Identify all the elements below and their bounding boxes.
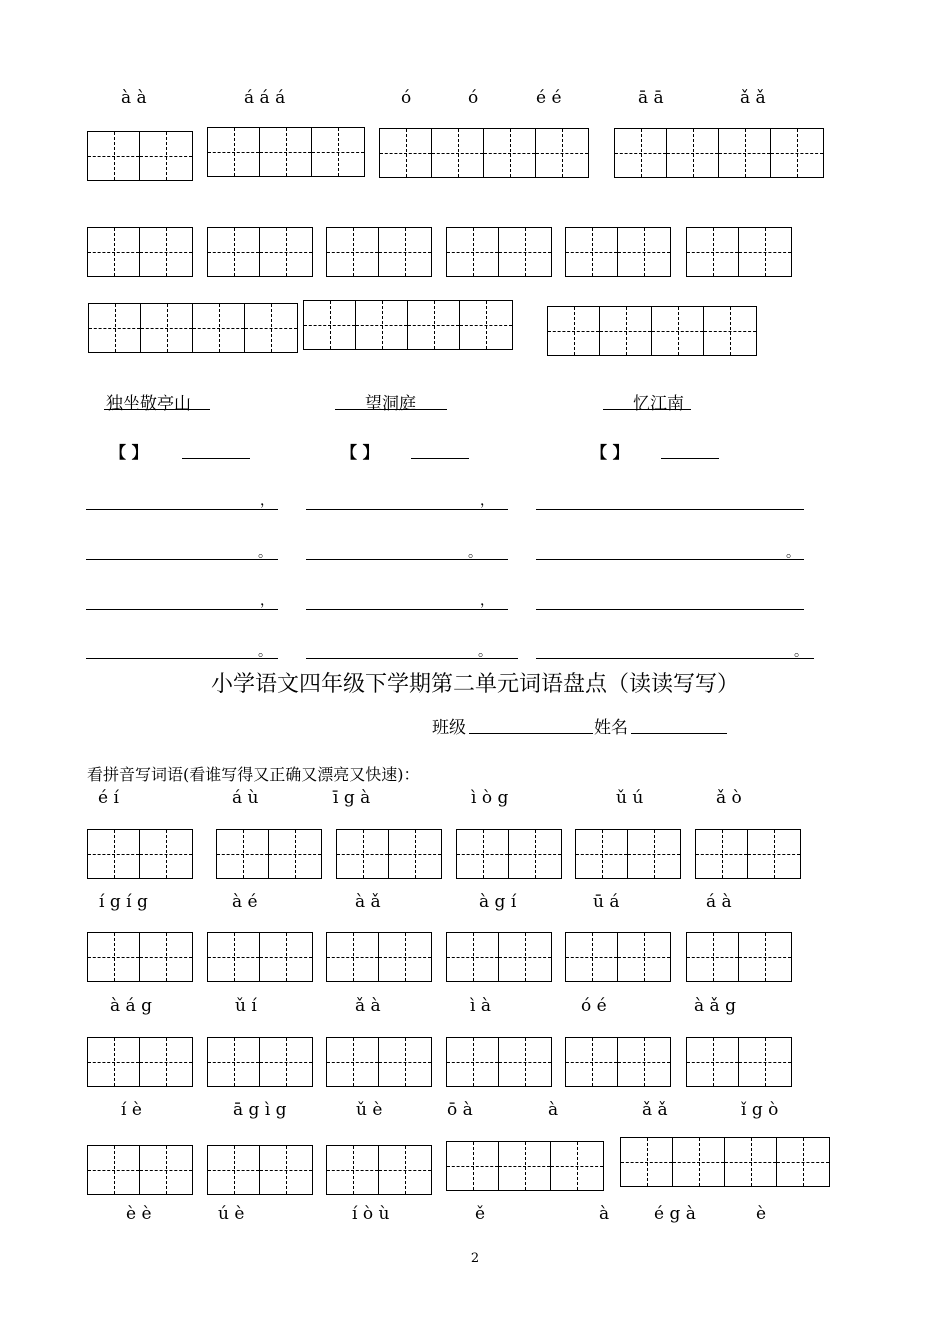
period-mark: 。 bbox=[258, 644, 272, 660]
pinyin-label: à ǎ g bbox=[694, 996, 736, 1016]
pinyin-label: à bbox=[599, 1204, 610, 1224]
pinyin-label: í ò ù bbox=[352, 1204, 390, 1224]
writing-grid[interactable] bbox=[326, 932, 432, 982]
writing-grid[interactable] bbox=[87, 932, 193, 982]
comma-mark: ， bbox=[260, 593, 274, 609]
name-label: 姓名 bbox=[594, 718, 628, 738]
pinyin-label: à bbox=[548, 1100, 559, 1120]
pinyin-label: ú è bbox=[218, 1204, 245, 1224]
pinyin-label: ǔ í bbox=[235, 996, 257, 1016]
writing-grid[interactable] bbox=[336, 829, 442, 879]
author-blank[interactable] bbox=[661, 458, 719, 459]
writing-grid[interactable] bbox=[88, 303, 298, 353]
pinyin-label: ǎ à bbox=[355, 996, 381, 1016]
pinyin-label: ě bbox=[475, 1204, 486, 1224]
writing-grid[interactable] bbox=[207, 1145, 313, 1195]
poem-title: 忆江南 bbox=[633, 394, 684, 414]
pinyin-label: é é bbox=[536, 88, 562, 108]
pinyin-label: ǎ ò bbox=[716, 788, 742, 808]
poem-line-blank[interactable] bbox=[86, 509, 278, 510]
period-mark: 。 bbox=[258, 545, 272, 561]
pinyin-label: í è bbox=[121, 1100, 142, 1120]
writing-grid[interactable] bbox=[326, 1145, 432, 1195]
writing-grid[interactable] bbox=[686, 932, 792, 982]
pinyin-label: è bbox=[756, 1204, 767, 1224]
pinyin-label: á á á bbox=[244, 88, 286, 108]
writing-grid[interactable] bbox=[446, 932, 552, 982]
writing-grid[interactable] bbox=[207, 1037, 313, 1087]
writing-grid[interactable] bbox=[565, 1037, 671, 1087]
pinyin-label: í g í g bbox=[99, 892, 148, 912]
pinyin-label: ì à bbox=[470, 996, 491, 1016]
underline bbox=[603, 409, 691, 410]
pinyin-label: à ǎ bbox=[355, 892, 381, 912]
poem-line-blank[interactable] bbox=[86, 658, 278, 659]
writing-grid[interactable] bbox=[216, 829, 322, 879]
writing-grid[interactable] bbox=[695, 829, 801, 879]
author-bracket: 【 】 bbox=[591, 443, 629, 462]
writing-grid[interactable] bbox=[207, 932, 313, 982]
poem-line-blank[interactable] bbox=[536, 609, 804, 610]
pinyin-label: ó bbox=[468, 88, 479, 108]
writing-grid[interactable] bbox=[379, 128, 589, 178]
poem-title: 望洞庭 bbox=[365, 394, 416, 414]
writing-grid[interactable] bbox=[87, 131, 193, 181]
period-mark: 。 bbox=[794, 644, 808, 660]
period-mark: 。 bbox=[786, 545, 800, 561]
writing-grid[interactable] bbox=[620, 1137, 830, 1187]
pinyin-label: à á g bbox=[110, 996, 152, 1016]
writing-grid[interactable] bbox=[87, 227, 193, 277]
period-mark: 。 bbox=[478, 644, 492, 660]
writing-grid[interactable] bbox=[547, 306, 757, 356]
pinyin-label: à g í bbox=[479, 892, 517, 912]
author-bracket: 【 】 bbox=[341, 443, 379, 462]
name-blank[interactable] bbox=[631, 733, 727, 734]
writing-grid[interactable] bbox=[326, 1037, 432, 1087]
poem-line-blank[interactable] bbox=[86, 559, 278, 560]
pinyin-label: à à bbox=[121, 88, 147, 108]
pinyin-label: ǎ ǎ bbox=[740, 88, 766, 108]
period-mark: 。 bbox=[468, 545, 482, 561]
writing-grid[interactable] bbox=[575, 829, 681, 879]
writing-grid[interactable] bbox=[207, 127, 365, 177]
author-blank[interactable] bbox=[182, 458, 250, 459]
pinyin-label: ū á bbox=[593, 892, 620, 912]
pinyin-label: è è bbox=[126, 1204, 152, 1224]
class-label: 班级 bbox=[432, 718, 466, 738]
pinyin-label: ǎ ǎ bbox=[642, 1100, 668, 1120]
underline bbox=[104, 409, 210, 410]
writing-grid[interactable] bbox=[87, 1037, 193, 1087]
comma-mark: ， bbox=[260, 493, 274, 509]
poem-line-blank[interactable] bbox=[306, 509, 508, 510]
pinyin-label: ó bbox=[401, 88, 412, 108]
poem-line-blank[interactable] bbox=[306, 609, 508, 610]
writing-grid[interactable] bbox=[326, 227, 432, 277]
pinyin-label: ǔ è bbox=[356, 1100, 383, 1120]
underline bbox=[335, 409, 447, 410]
pinyin-label: ǔ ú bbox=[616, 788, 644, 808]
writing-grid[interactable] bbox=[446, 1141, 604, 1191]
pinyin-label: ǐ g ò bbox=[741, 1100, 779, 1120]
pinyin-label: ó é bbox=[581, 996, 607, 1016]
pinyin-label: é í bbox=[98, 788, 119, 808]
pinyin-label: á ù bbox=[232, 788, 259, 808]
comma-mark: ， bbox=[480, 593, 494, 609]
pinyin-label: ā ā bbox=[638, 88, 664, 108]
writing-grid[interactable] bbox=[686, 227, 792, 277]
pinyin-label: ō à bbox=[447, 1100, 473, 1120]
pinyin-label: à é bbox=[232, 892, 258, 912]
page-number: 2 bbox=[470, 1251, 480, 1266]
writing-grid[interactable] bbox=[456, 829, 562, 879]
writing-grid[interactable] bbox=[87, 1145, 193, 1195]
writing-grid[interactable] bbox=[207, 227, 313, 277]
writing-grid[interactable] bbox=[565, 932, 671, 982]
writing-grid[interactable] bbox=[446, 227, 552, 277]
pinyin-label: ì ò g bbox=[471, 788, 509, 808]
writing-grid[interactable] bbox=[446, 1037, 552, 1087]
poem-line-blank[interactable] bbox=[536, 559, 804, 560]
author-blank[interactable] bbox=[411, 458, 469, 459]
writing-grid[interactable] bbox=[565, 227, 671, 277]
class-blank[interactable] bbox=[469, 733, 593, 734]
comma-mark: ， bbox=[480, 493, 494, 509]
writing-grid[interactable] bbox=[614, 128, 824, 178]
pinyin-label: é g à bbox=[654, 1204, 696, 1224]
pinyin-label: ī g à bbox=[333, 788, 371, 808]
instruction-text: 看拼音写词语(看谁写得又正确又漂亮又快速)： bbox=[87, 765, 420, 784]
author-bracket: 【 】 bbox=[110, 443, 148, 462]
pinyin-label: á à bbox=[706, 892, 732, 912]
writing-grid[interactable] bbox=[303, 300, 513, 350]
page-title: 小学语文四年级下学期第二单元词语盘点（读读写写） bbox=[210, 672, 739, 697]
poem-line-blank[interactable] bbox=[86, 609, 278, 610]
writing-grid[interactable] bbox=[686, 1037, 792, 1087]
poem-line-blank[interactable] bbox=[536, 658, 814, 659]
writing-grid[interactable] bbox=[87, 829, 193, 879]
poem-title: 独坐敬亭山 bbox=[106, 394, 191, 414]
poem-line-blank[interactable] bbox=[536, 509, 804, 510]
pinyin-label: ā g ì g bbox=[233, 1100, 287, 1120]
